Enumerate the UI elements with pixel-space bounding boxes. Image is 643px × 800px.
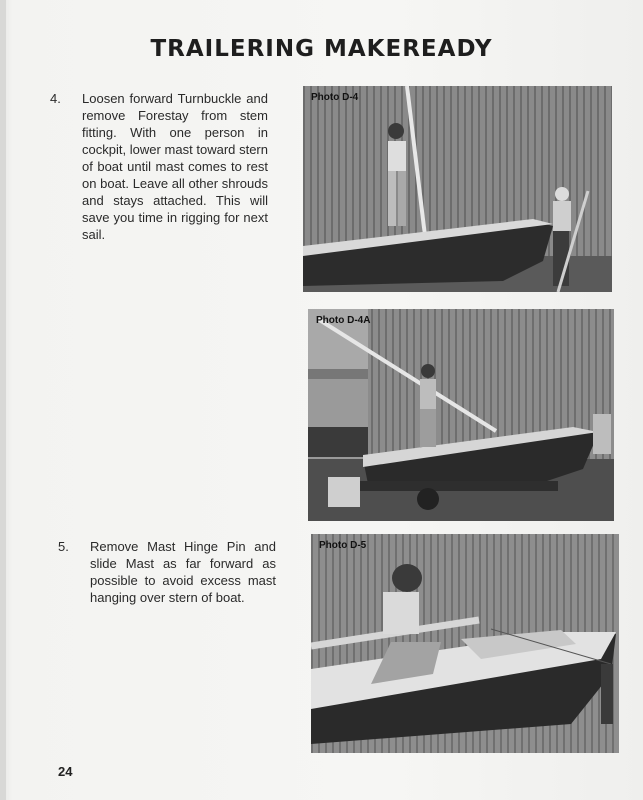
photo-d-4 [303,86,612,292]
photo-caption: Photo D-4A [316,315,371,326]
page-spine-edge [0,0,6,800]
photo-d-5-image [311,534,619,753]
photo-caption: Photo D-5 [319,540,367,551]
photo-d-4-image [303,86,612,292]
step-4 [50,90,280,250]
step-number: 5. [58,539,69,554]
step-text: Remove Mast Hinge Pin and slide Mast as far forward as possible to avoid excess mast hanging over stern of boat. [90,539,276,605]
photo-d-4a [308,309,614,521]
photo-caption: Photo D-4 [311,92,359,103]
photo-d-4a-image [308,309,614,521]
step-text: Loosen forward Turnbuckle and remove Forestay from stem fitting. With one person in cockpit, lower mast toward stern of boat until mast comes to rest on boat. Leave all other shrouds and stays attached. This will save you time in rigging for next sail. [82,91,268,242]
step-5 [58,538,288,618]
step-number: 4. [50,91,61,106]
page-number: 24 [58,764,73,779]
photo-d-5 [311,534,619,753]
page-title: TRAILERING MAKEREADY [150,36,493,62]
